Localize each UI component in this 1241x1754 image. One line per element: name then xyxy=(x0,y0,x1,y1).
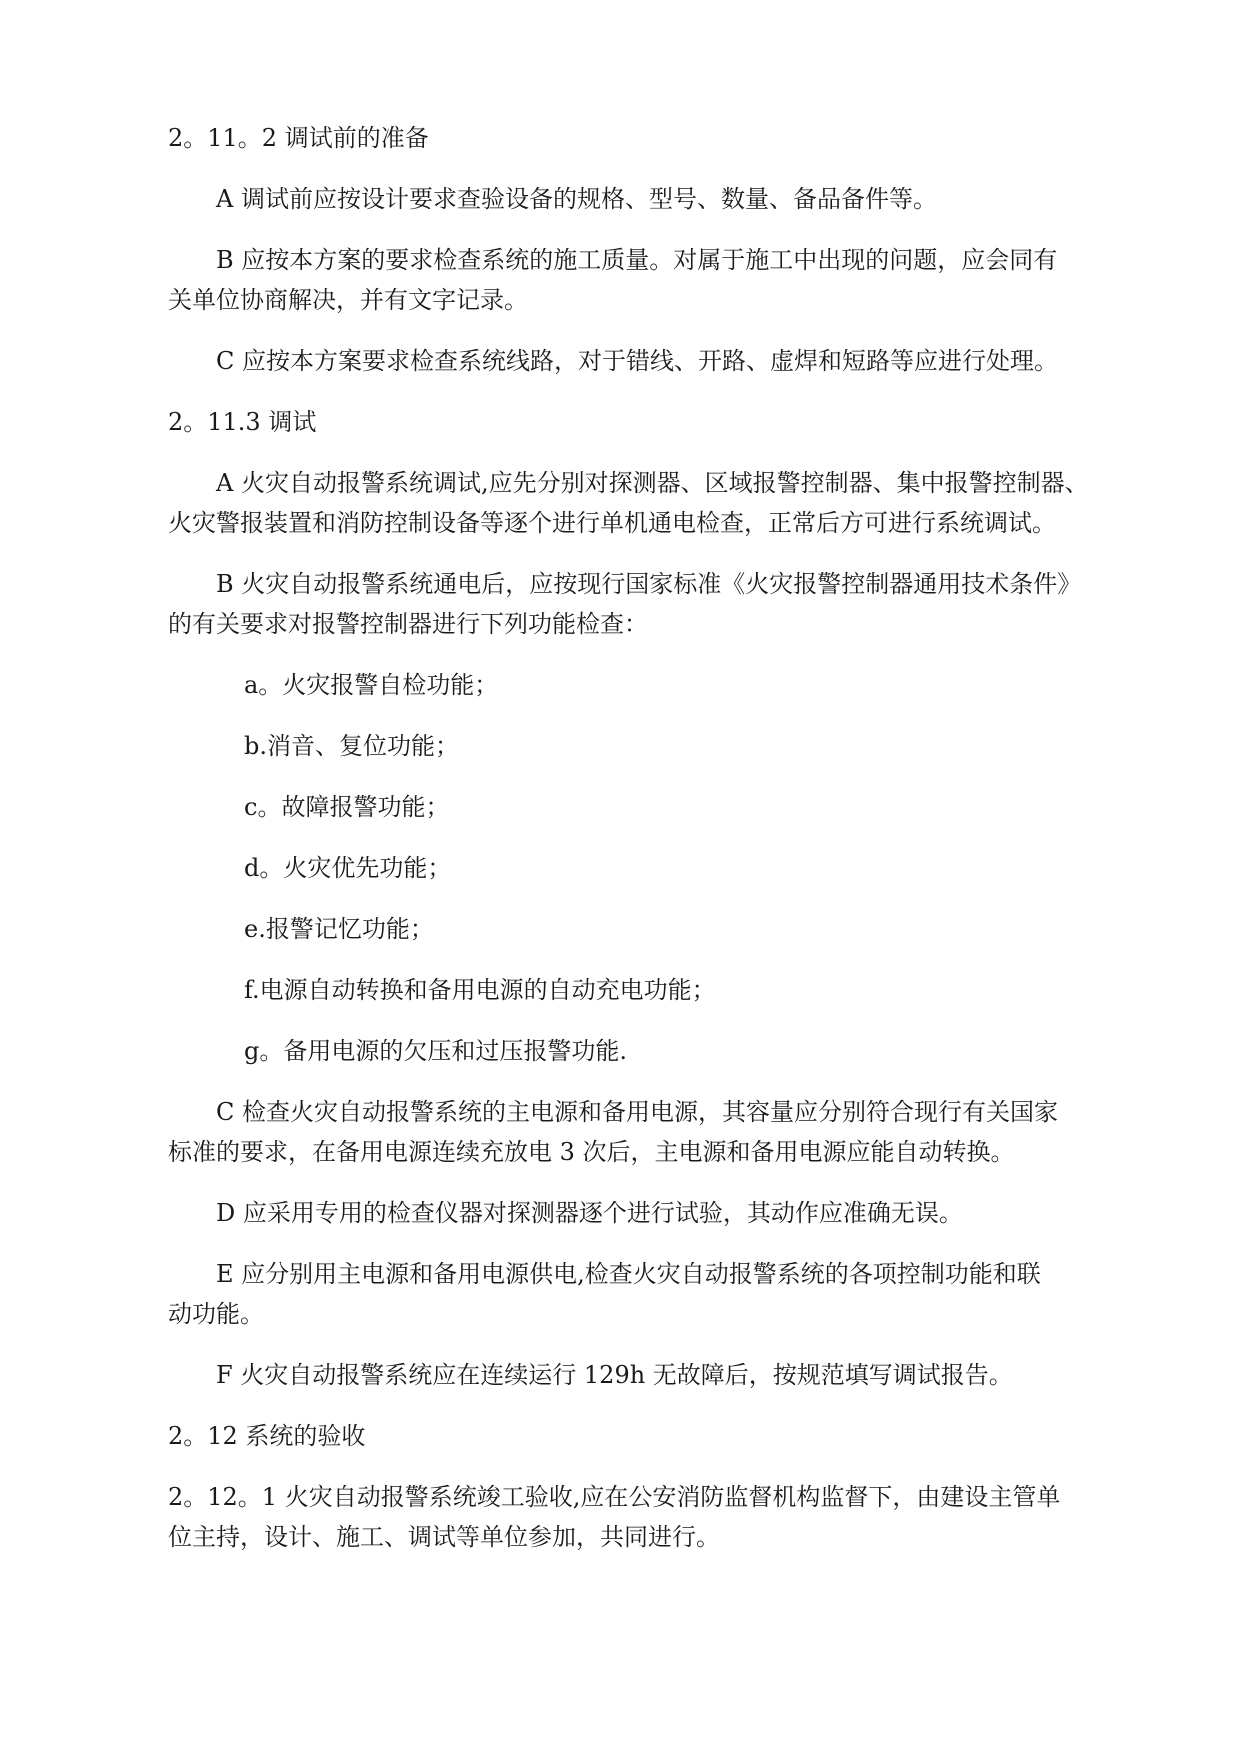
document-body xyxy=(168,118,1108,1557)
paragraph-e-debug-line2: 动功能。 xyxy=(168,1300,264,1328)
list-item-b: b.消音、复位功能； xyxy=(244,732,459,760)
paragraph-e-debug-line1: E 应分别用主电源和备用电源供电,检查火灾自动报警系统的各项控制功能和联 xyxy=(216,1260,1041,1288)
paragraph-c-prep: C 应按本方案要求检查系统线路，对于错线、开路、虚焊和短路等应进行处理。 xyxy=(216,347,1058,375)
paragraph-2-12-1-line1: 2。12。1 火灾自动报警系统竣工验收,应在公安消防监督机构监督下，由建设主管单 xyxy=(168,1483,1061,1511)
list-item-f: f.电源自动转换和备用电源的自动充电功能； xyxy=(244,976,716,1004)
paragraph-a-debug-line1: A 火灾自动报警系统调试,应先分别对探测器、区域报警控制器、集中报警控制器、 xyxy=(216,469,1089,497)
paragraph-2-12-1-line2: 位主持，设计、施工、调试等单位参加，共同进行。 xyxy=(168,1523,720,1551)
section-heading-2-11-3: 2。11.3 调试 xyxy=(168,408,317,436)
list-item-a: a。火灾报警自检功能； xyxy=(244,671,499,699)
paragraph-d-debug: D 应采用专用的检查仪器对探测器逐个进行试验，其动作应准确无误。 xyxy=(216,1199,963,1227)
paragraph-c-debug-line2: 标准的要求，在备用电源连续充放电 3 次后，主电源和备用电源应能自动转换。 xyxy=(168,1138,1015,1166)
paragraph-a-debug-line2: 火灾警报装置和消防控制设备等逐个进行单机通电检查，正常后方可进行系统调试。 xyxy=(168,509,1056,537)
paragraph-b-debug-line2: 的有关要求对报警控制器进行下列功能检查： xyxy=(168,610,648,638)
paragraph-b-debug-line1: B 火灾自动报警系统通电后，应按现行国家标准《火灾报警控制器通用技术条件》 xyxy=(216,570,1082,598)
paragraph-b-prep-line1: B 应按本方案的要求检查系统的施工质量。对属于施工中出现的问题，应会同有 xyxy=(216,246,1058,274)
list-item-e: e.报警记忆功能； xyxy=(244,915,434,943)
list-item-d: d。火灾优先功能； xyxy=(244,854,452,882)
paragraph-c-debug-line1: C 检查火灾自动报警系统的主电源和备用电源，其容量应分别符合现行有关国家 xyxy=(216,1098,1058,1126)
list-item-c: c。故障报警功能； xyxy=(244,793,450,821)
paragraph-b-prep-line2: 关单位协商解决，并有文字记录。 xyxy=(168,286,528,314)
section-heading-2-11-2: 2。11。2 调试前的准备 xyxy=(168,124,429,152)
paragraph-f-debug: F 火灾自动报警系统应在连续运行 129h 无故障后，按规范填写调试报告。 xyxy=(216,1361,1013,1389)
paragraph-a-prep: A 调试前应按设计要求查验设备的规格、型号、数量、备品备件等。 xyxy=(216,185,937,213)
list-item-g: g。备用电源的欠压和过压报警功能. xyxy=(244,1037,627,1065)
section-heading-2-12: 2。12 系统的验收 xyxy=(168,1422,366,1450)
